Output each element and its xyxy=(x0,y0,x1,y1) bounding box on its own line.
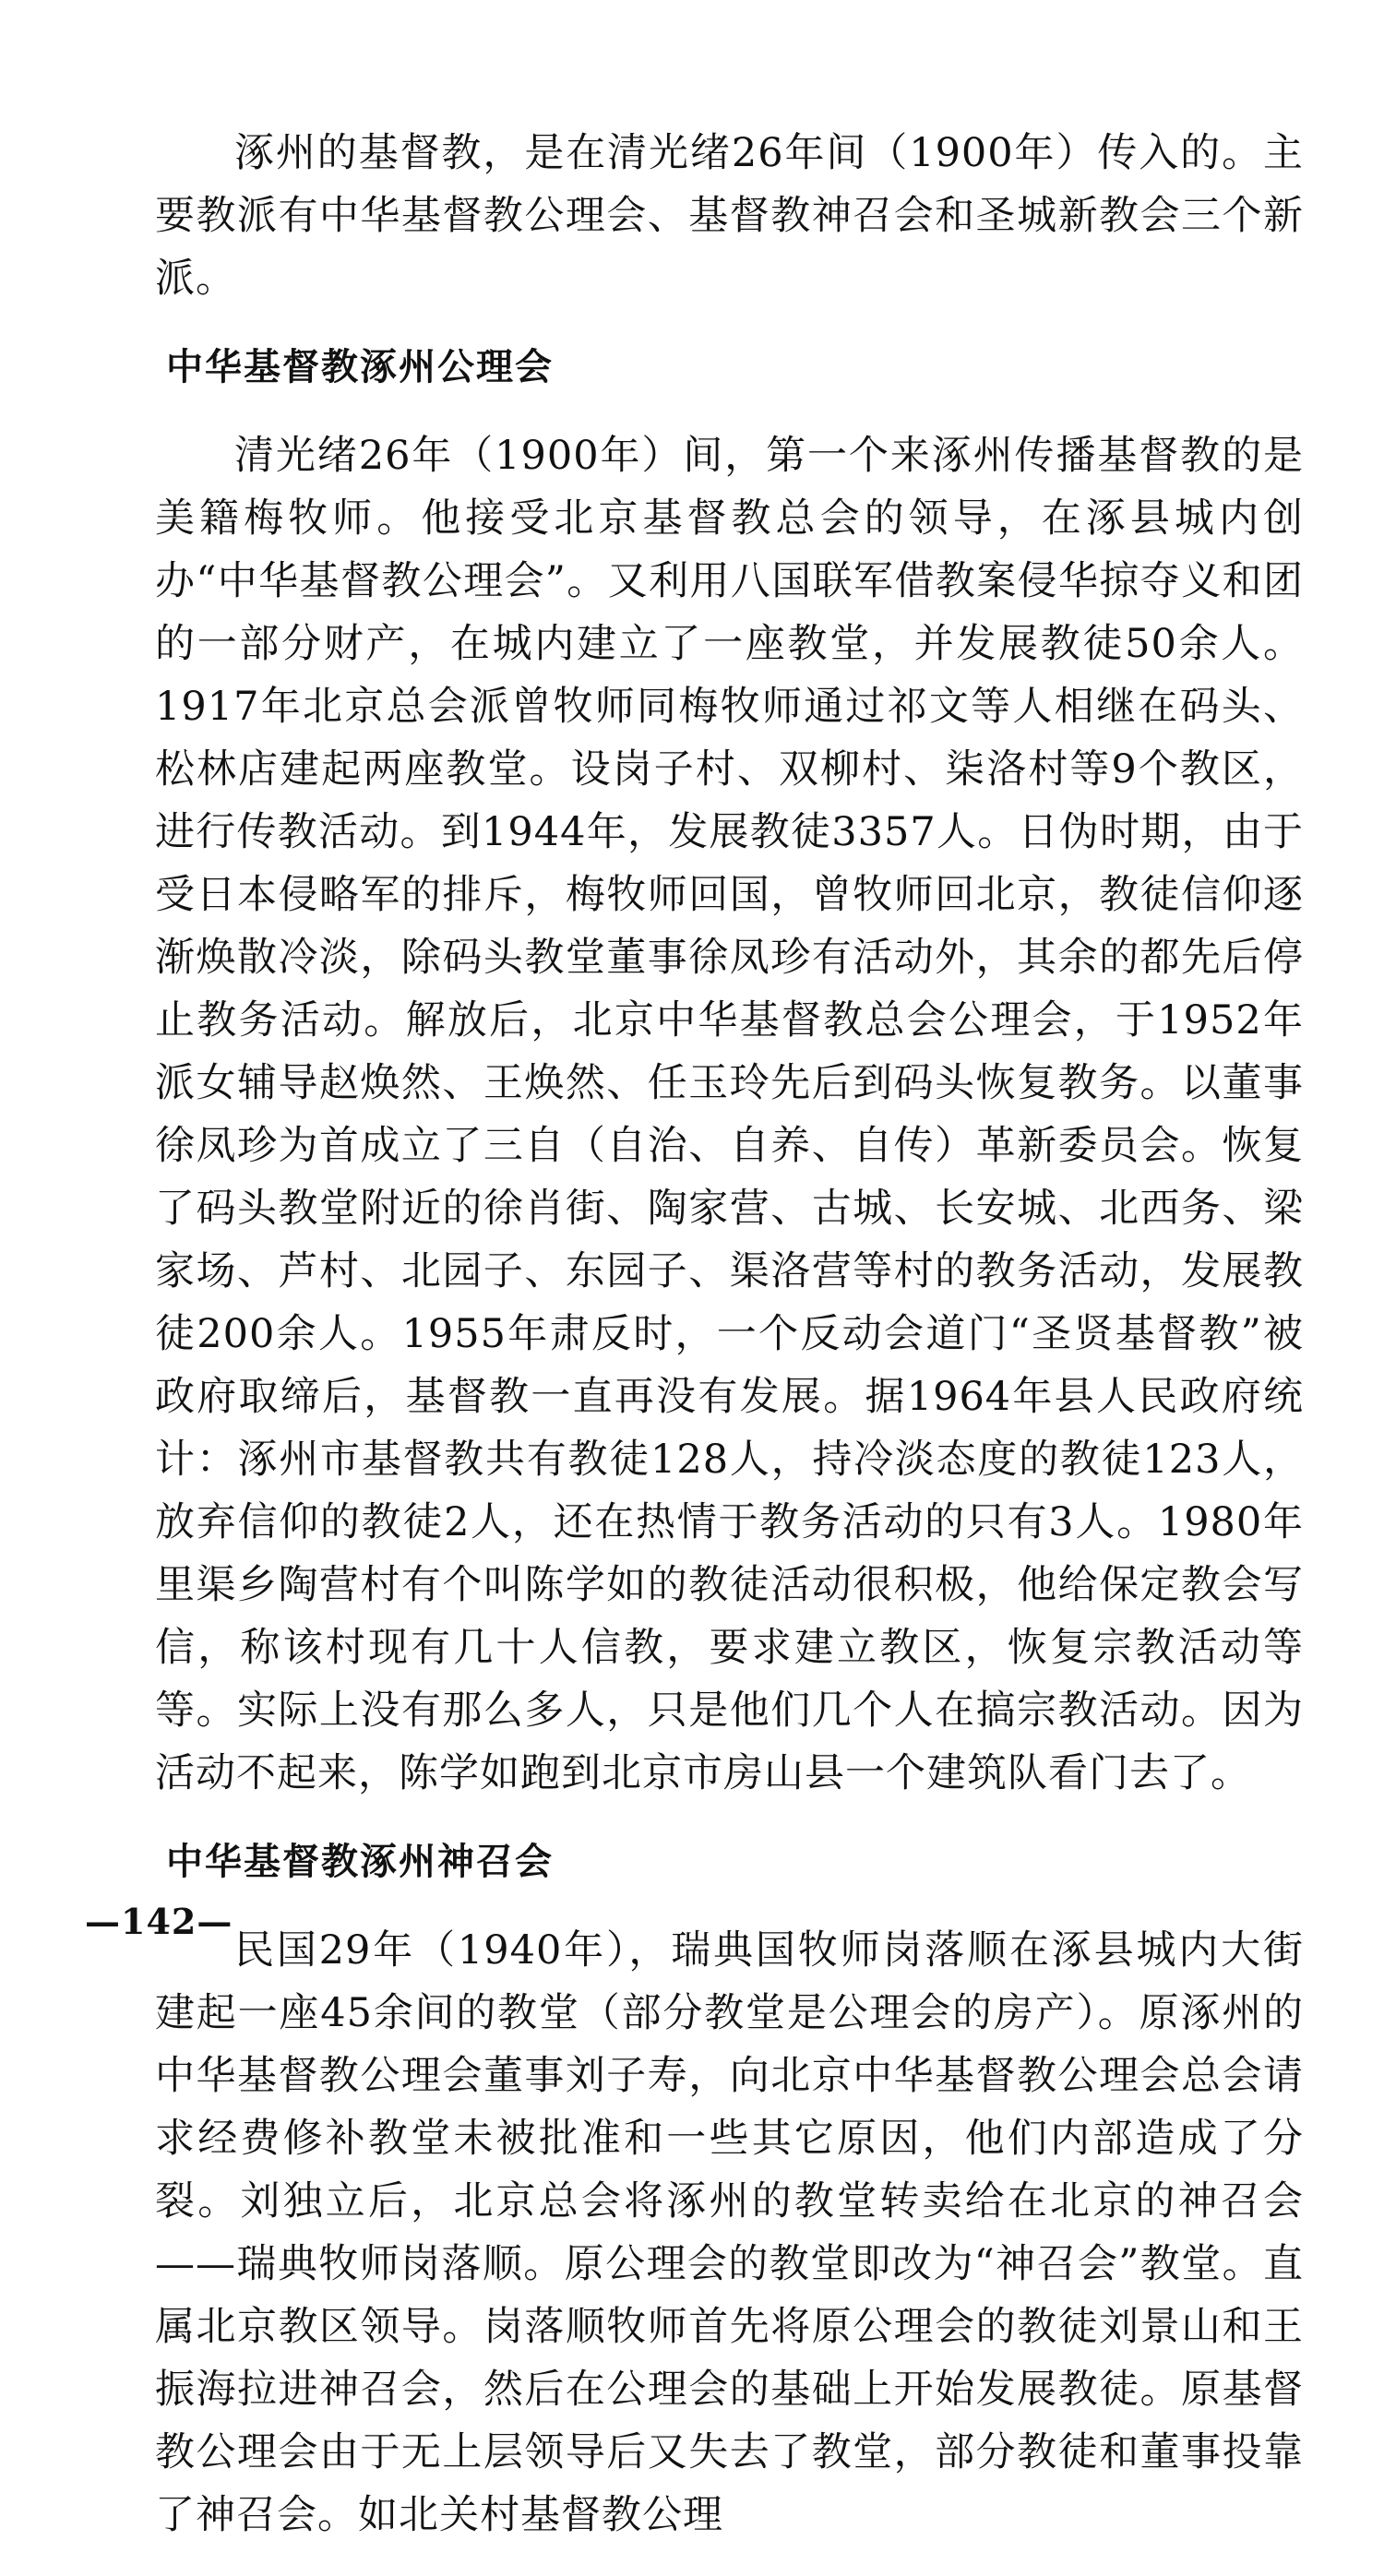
intro-paragraph: 涿州的基督教，是在清光绪26年间（1900年）传入的。主要教派有中华基督教公理会、基督教神召会和圣城新教会三个新派。 xyxy=(155,130,1304,302)
section-body-gongli: 清光绪26年（1900年）间，第一个来涿州传播基督教的是美籍梅牧师。他接受北京基督教总会的领导，在涿县城内创办“中华基督教公理会”。又利用八国联军借教案侵华掠夺义和团的一部分财产，在城内建立了一座教堂，并发展教徒50余人。1917年北京总会派曾牧师同梅牧师通过祁文等人相继在码头、松林店建起两座教堂。设岗子村、双柳村、柒洛村等9个教区，进行传教活动。到1944年，发展教徒3357人。日伪时期，由于受日本侵略军的排斥，梅牧师回国，曾牧师回北京，教徒信仰逐渐焕散冷淡，除码头教堂董事徐凤珍有活动外，其余的都先后停止教务活动。解放后，北京中华基督教总会公理会，于1952年派女辅导赵焕然、王焕然、任玉玲先后到码头恢复教务。以董事徐凤珍为首成立了三自（自治、自养、自传）革新委员会。恢复了码头教堂附近的徐肖街、陶家营、古城、长安城、北西务、梁家场、芦村、北园子、东园子、渠洛营等村的教务活动，发展教徒200余人。1955年肃反时，一个反动会道门“圣贤基督教”被政府取缔后，基督教一直再没有发展。据1964年县人民政府统计：涿州市基督教共有教徒128人，持冷淡态度的教徒123人，放弃信仰的教徒2人，还在热情于教务活动的只有3人。1980年里渠乡陶营村有个叫陈学如的教徒活动很积极，他给保定教会写信，称该村现有几十人信教，要求建立教区，恢复宗教活动等等。实际上没有那么多人，只是他们几个人在搞宗教活动。因为活动不起来，陈学如跑到北京市房山县一个建筑队看门去了。 xyxy=(155,433,1304,1796)
section-heading-gongli: 中华基督教涿州公理会 xyxy=(166,346,554,388)
page-number: —142— xyxy=(85,1901,233,1942)
page-content xyxy=(155,122,1304,2576)
section-body-shenzhao: 民国29年（1940年），瑞典国牧师岗落顺在涿县城内大街建起一座45余间的教堂（部分教堂是公理会的房产）。原涿州的中华基督教公理会董事刘子寿，向北京中华基督教公理会总会请求经费修补教堂未被批准和一些其它原因，他们内部造成了分裂。刘独立后，北京总会将涿州的教堂转卖给在北京的神召会——瑞典牧师岗落顺。原公理会的教堂即改为“神召会”教堂。直属北京教区领导。岗落顺牧师首先将原公理会的教徒刘景山和王振海拉进神召会，然后在公理会的基础上开始发展教徒。原基督教公理会由于无上层领导后又失去了教堂，部分教徒和董事投靠了神召会。如北关村基督教公理 xyxy=(155,1927,1304,2538)
section-heading-shenzhao: 中华基督教涿州神召会 xyxy=(166,1841,554,1883)
